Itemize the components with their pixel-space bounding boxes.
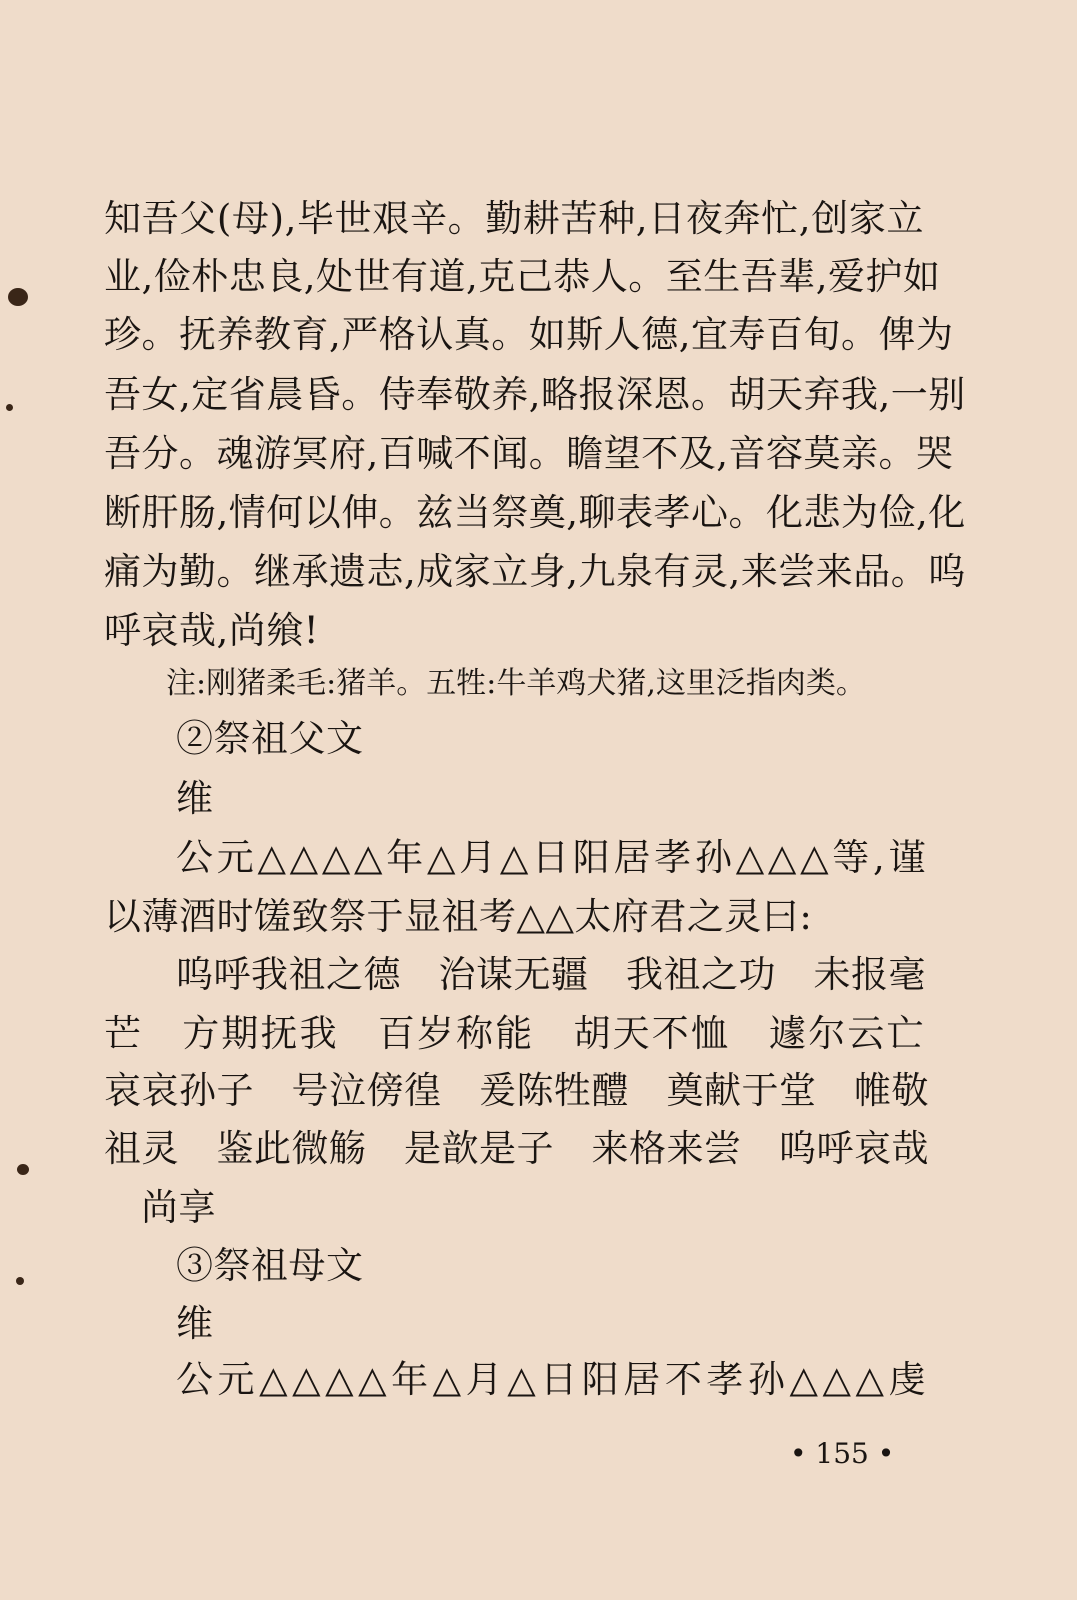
body-line: 公元△△△△年△月△日阳居孝孙△△△等,谨: [176, 836, 926, 879]
binding-hole: [8, 288, 28, 306]
binding-hole: [16, 1277, 24, 1285]
binding-hole: [17, 1164, 29, 1175]
body-line: 吾分。魂游冥府,百喊不闻。瞻望不及,音容莫亲。哭: [104, 432, 954, 475]
section-opening: 维: [176, 777, 214, 820]
body-line: 呼哀哉,尚飨!: [104, 609, 320, 652]
verse-line: 祖灵 鉴此微觞 是歆是子 来格来尝 呜呼哀哉: [104, 1127, 929, 1170]
verse-closing: 尚享: [141, 1186, 216, 1229]
body-line: 业,俭朴忠良,处世有道,克己恭人。至生吾辈,爱护如: [104, 255, 941, 298]
section-title: ②祭祖父文: [176, 717, 364, 760]
verse-line: 哀哀孙子 号泣傍徨 爰陈牲醴 奠献于堂 帷敬: [104, 1069, 929, 1112]
section-opening: 维: [176, 1302, 214, 1345]
body-line: 断肝肠,情何以伸。兹当祭奠,聊表孝心。化悲为俭,化: [104, 491, 966, 534]
body-line: 痛为勤。继承遗志,成家立身,九泉有灵,来尝来品。呜: [104, 550, 966, 593]
body-line: 吾女,定省晨昏。侍奉敬养,略报深恩。胡天弃我,一别: [104, 373, 966, 416]
body-line: 公元△△△△年△月△日阳居不孝孙△△△虔: [176, 1358, 926, 1401]
body-line: 以薄酒时馐致祭于显祖考△△太府君之灵曰:: [104, 895, 813, 938]
verse-line: 呜呼我祖之德 治谋无疆 我祖之功 未报毫: [176, 953, 926, 996]
body-line: 珍。抚养教育,严格认真。如斯人德,宜寿百旬。俾为: [104, 313, 954, 356]
binding-hole: [6, 404, 13, 411]
page-number: • 155 •: [790, 1437, 895, 1470]
section-title: ③祭祖母文: [176, 1244, 364, 1287]
body-line: 知吾父(母),毕世艰辛。勤耕苦种,日夜奔忙,创家立: [104, 197, 924, 240]
footnote: 注:刚猪柔毛:猪羊。五牲:牛羊鸡犬猪,这里泛指肉类。: [166, 666, 866, 701]
verse-line: 芒 方期抚我 百岁称能 胡天不恤 遽尔云亡: [104, 1012, 924, 1055]
